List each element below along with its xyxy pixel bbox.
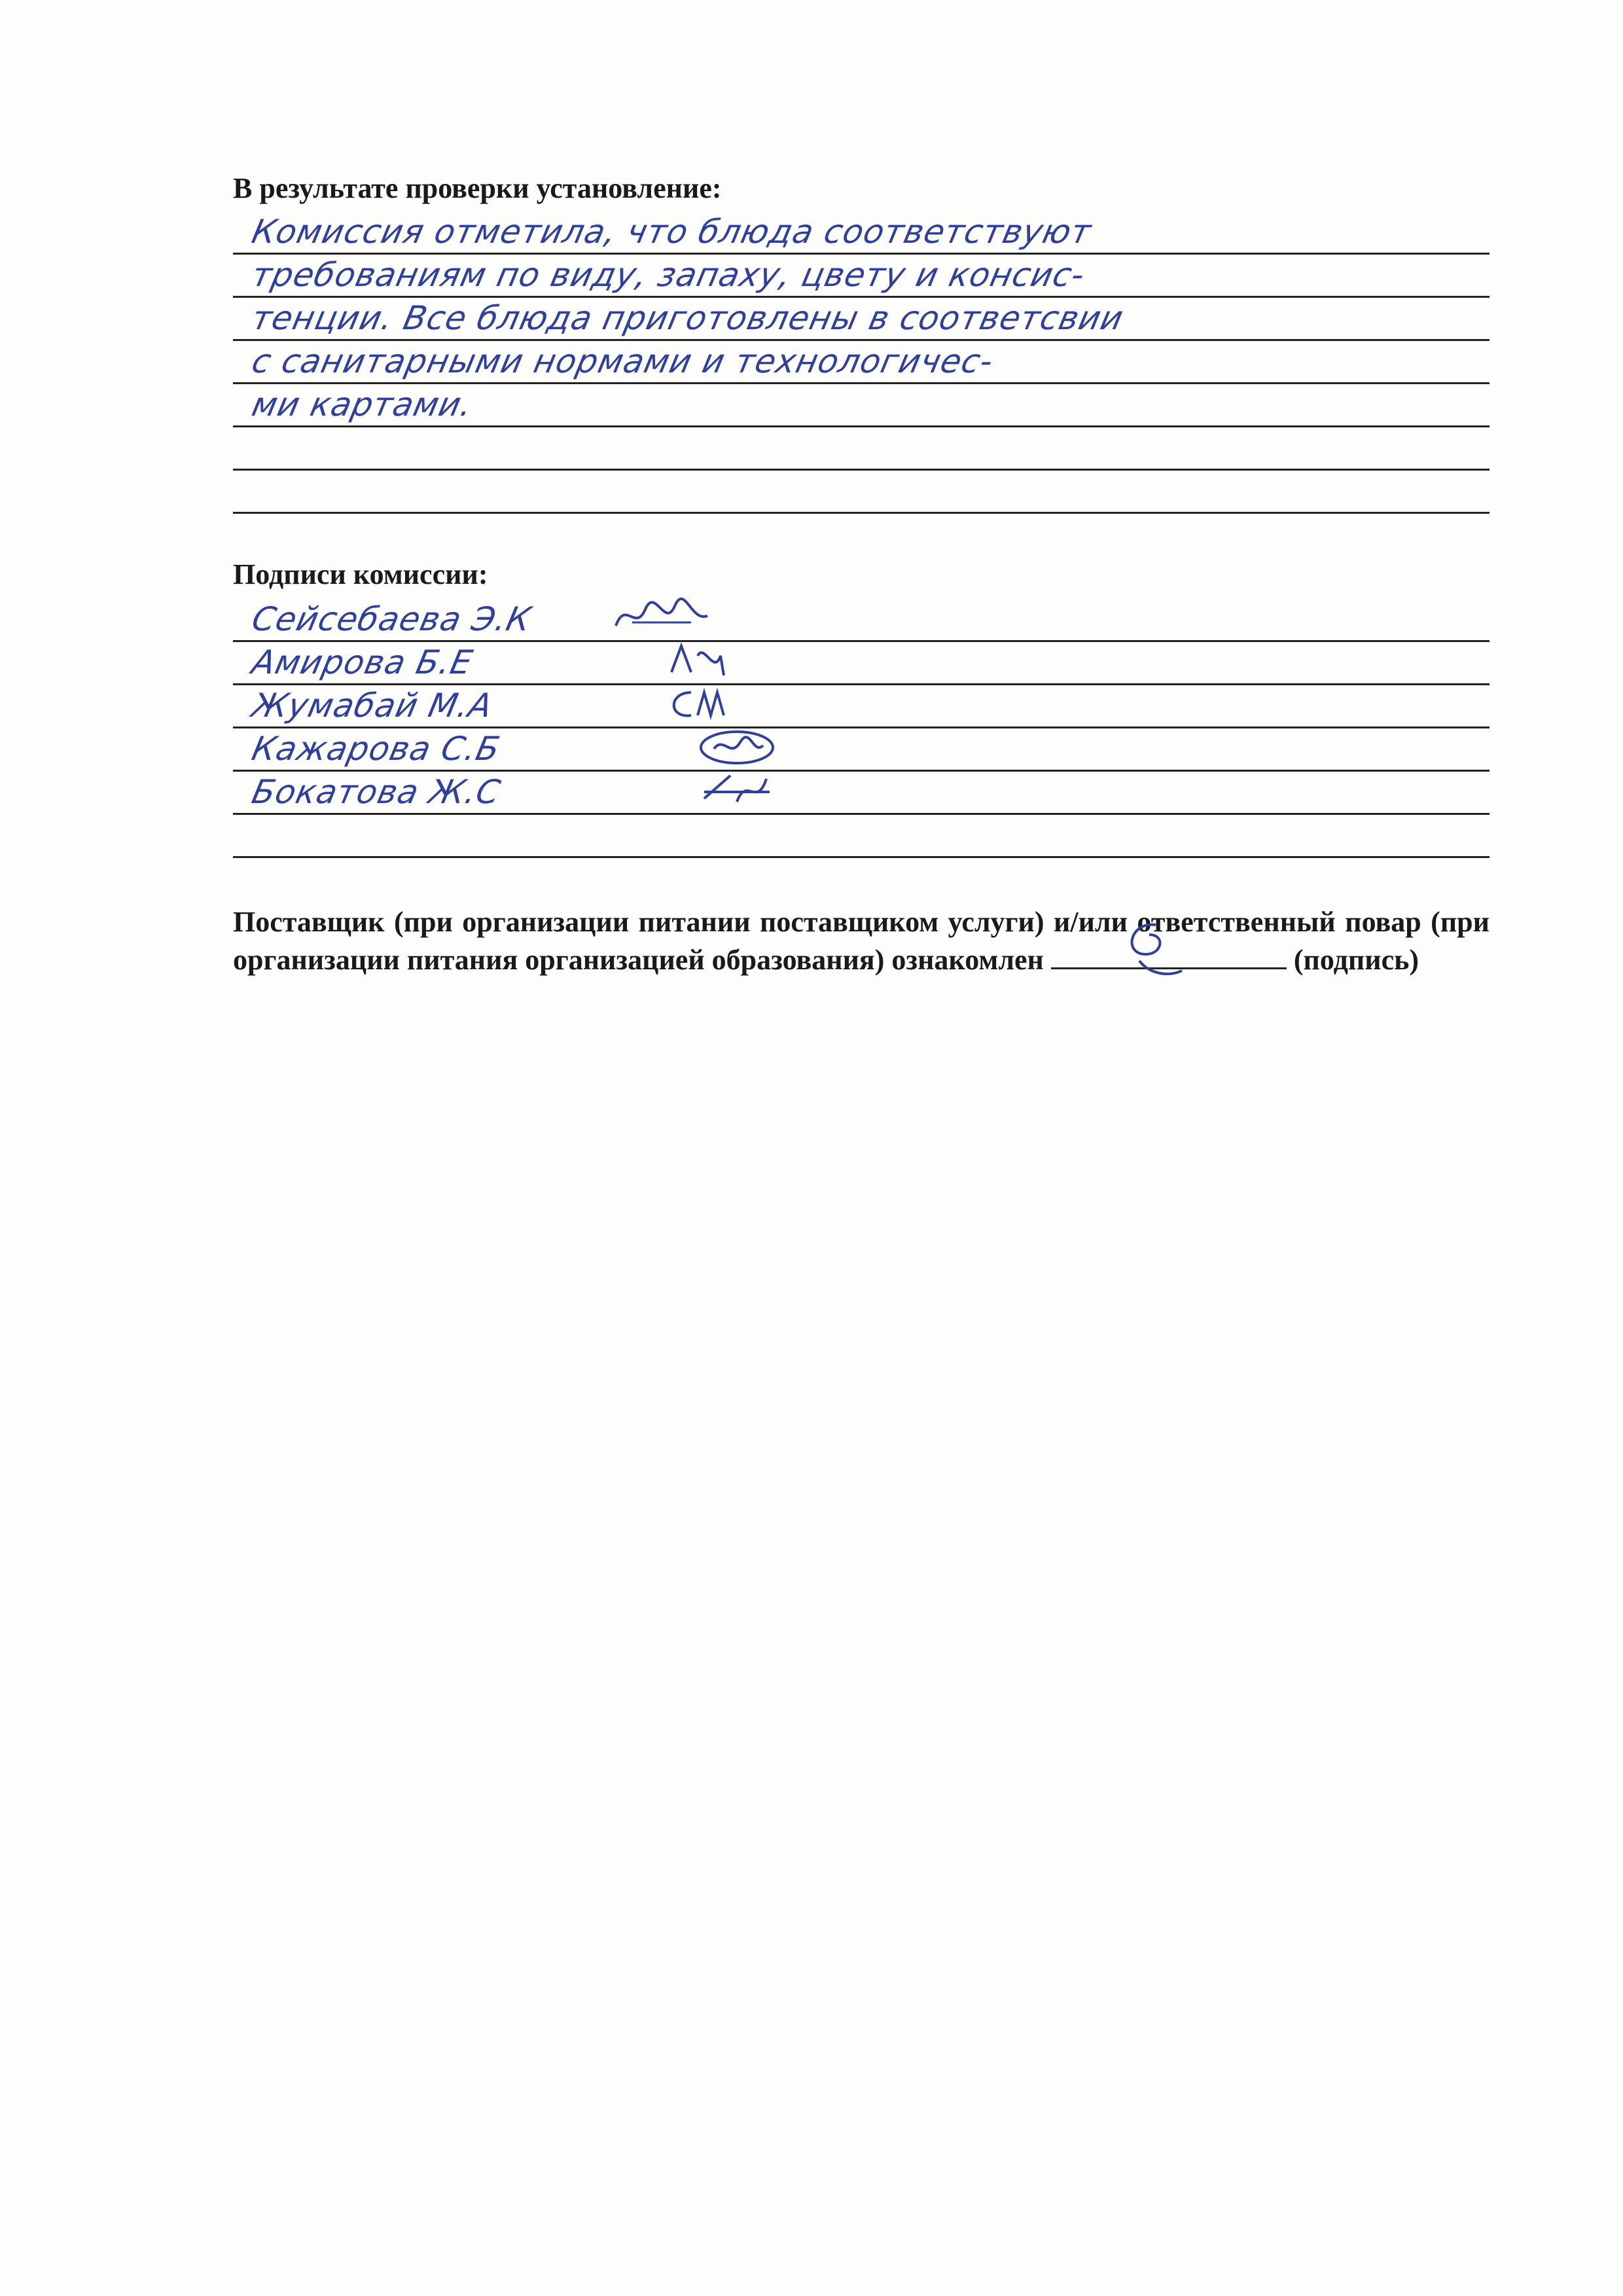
signature-row xyxy=(233,683,1489,728)
signature-caption: (подпись) xyxy=(1293,944,1419,976)
signatures-heading: Подписи комиссии: xyxy=(233,558,488,590)
result-line xyxy=(233,469,1489,514)
result-line xyxy=(233,296,1489,341)
result-line xyxy=(233,339,1489,384)
signature-row xyxy=(233,597,1489,642)
signature-row xyxy=(233,813,1489,858)
supplier-signature-mark xyxy=(1110,915,1188,980)
result-line xyxy=(233,209,1489,255)
signature-mark xyxy=(665,679,763,725)
signature-mark xyxy=(691,766,789,812)
signature-lines xyxy=(233,597,1489,872)
member-name: Бокатова Ж.С xyxy=(248,773,505,811)
signature-mark xyxy=(665,636,763,682)
member-name: Жумабай М.А xyxy=(248,687,497,725)
result-lines xyxy=(233,209,1489,517)
member-name: Сейсебаева Э.К xyxy=(248,600,535,638)
signature-row xyxy=(233,640,1489,685)
signature-mark xyxy=(691,723,789,768)
supplier-text: Поставщик (при организации питании поставщиком услуги) и/или ответственный повар (при организации питания организацией образования) ознакомлен xyxy=(233,906,1489,976)
handwritten-text: требованиям по виду, запаху, цвету и консис- xyxy=(248,256,1089,294)
result-line xyxy=(233,253,1489,298)
result-line xyxy=(233,382,1489,427)
handwritten-text: тенции. Все блюда приготовлены в соответсвии xyxy=(248,299,1128,337)
signature-mark xyxy=(613,593,711,639)
handwritten-text: Комиссия отметила, что блюда соответствуют xyxy=(248,213,1096,251)
signature-row xyxy=(233,726,1489,772)
handwritten-text: ми картами. xyxy=(248,386,476,423)
supplier-paragraph xyxy=(233,903,1489,979)
result-heading: В результате проверки установление: xyxy=(233,172,722,204)
handwritten-text: с санитарными нормами и технологичес- xyxy=(248,342,997,380)
member-name: Амирова Б.Е xyxy=(248,643,476,681)
result-line xyxy=(233,425,1489,471)
supplier-signature-line xyxy=(1051,941,1287,969)
signature-row xyxy=(233,770,1489,815)
member-name: Кажарова С.Б xyxy=(248,730,504,768)
